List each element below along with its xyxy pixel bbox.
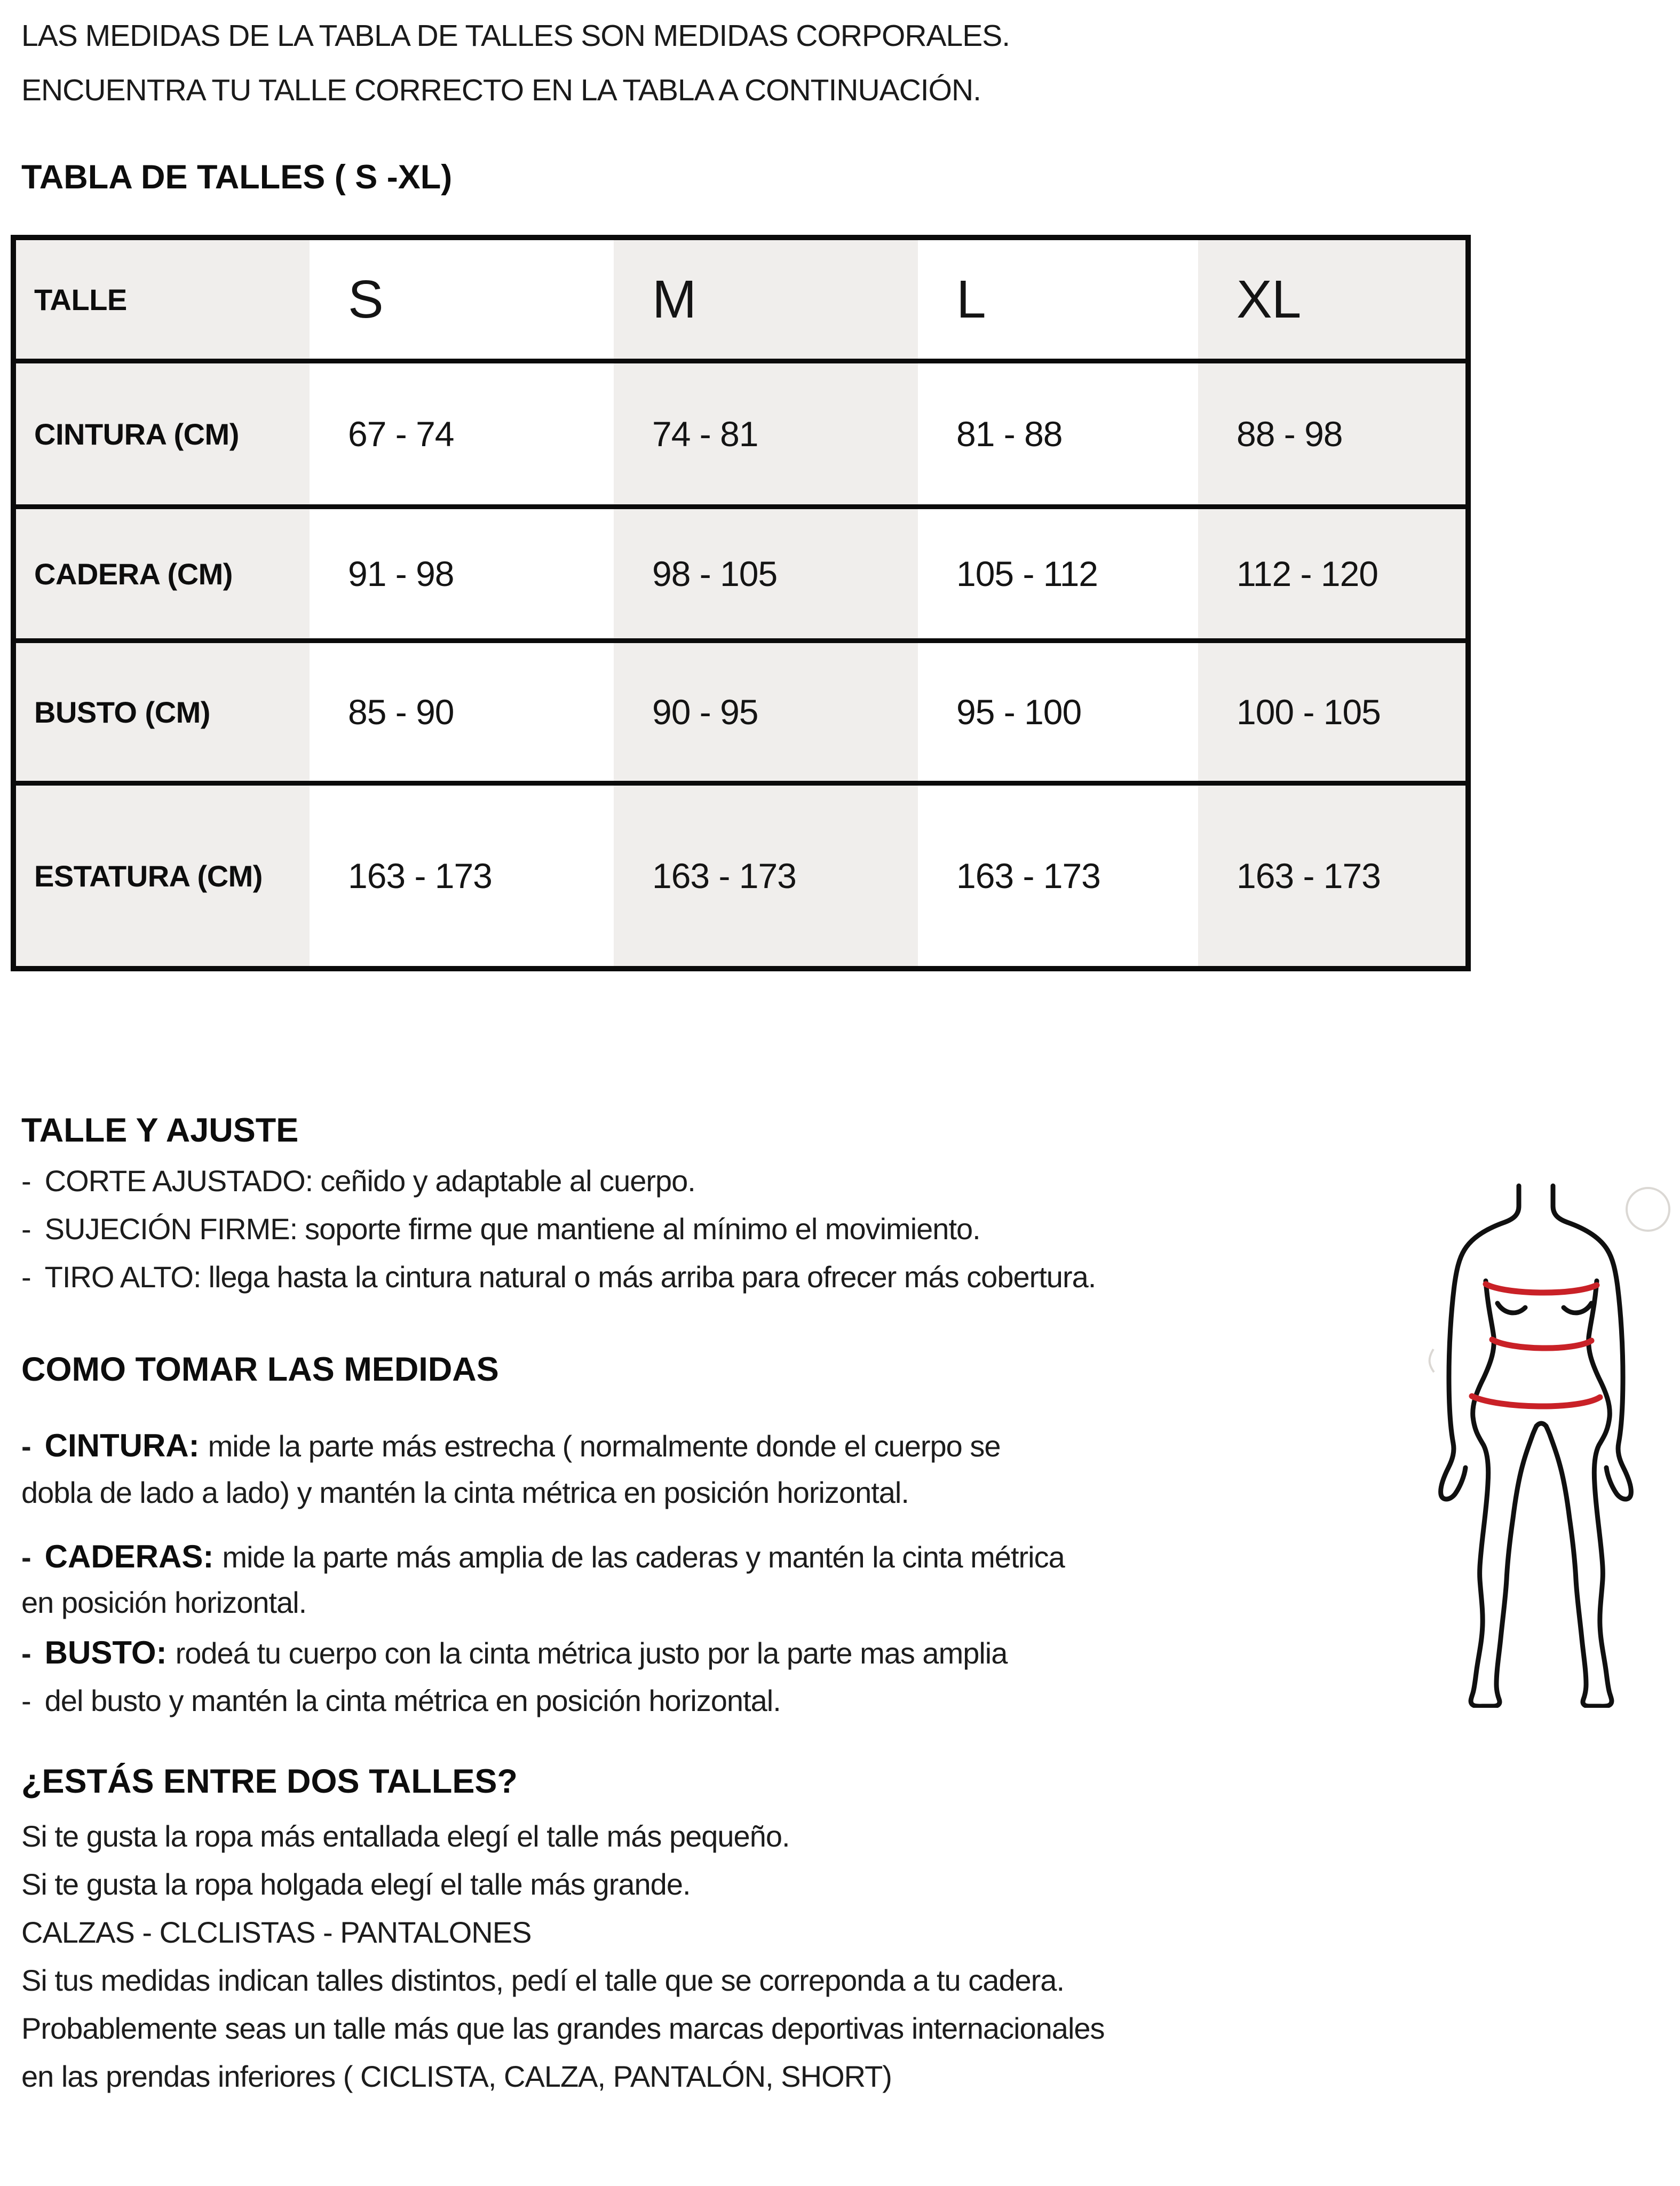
table-row-busto <box>16 638 1465 781</box>
measure-item-cintura <box>21 1427 1001 1464</box>
measure-section-title: COMO TOMAR LAS MEDIDAS <box>21 1351 499 1388</box>
cell-value: 163 - 173 <box>614 786 918 966</box>
crotch-line <box>1536 1423 1546 1426</box>
body-measurement-figure <box>1420 1174 1670 1708</box>
body-figure-svg <box>1420 1174 1670 1708</box>
right-bust-curve <box>1564 1303 1591 1313</box>
table-row-cadera <box>16 504 1465 638</box>
ghost-circle <box>1627 1188 1669 1231</box>
header-cell-l: L <box>956 269 986 329</box>
between-section-title: ¿ESTÁS ENTRE DOS TALLES? <box>21 1763 518 1800</box>
fit-text: llega hasta la cintura natural o más arriba para ofrecer más cobertura. <box>208 1260 1096 1294</box>
measure-item-caderas <box>21 1538 1065 1575</box>
hip-measure-line <box>1472 1396 1600 1406</box>
cell-value: 85 - 90 <box>348 692 454 732</box>
cell-value: 81 - 88 <box>956 414 1063 454</box>
table-header-row <box>16 240 1465 359</box>
row-label: ESTATURA (CM) <box>16 786 310 966</box>
measure-term: CINTURA: <box>44 1428 200 1463</box>
intro-line-1: LAS MEDIDAS DE LA TABLA DE TALLES SON MEDIDAS CORPORALES. <box>21 19 1010 53</box>
measure-item-cintura-cont <box>21 1475 909 1510</box>
bullet-dash: - <box>21 1540 31 1574</box>
row-label: CADERA (CM) <box>16 509 310 638</box>
bullet-dash: - <box>21 1684 31 1717</box>
between-line: en las prendas inferiores ( CICLISTA, CALZA, PANTALÓN, SHORT) <box>21 2060 892 2093</box>
table-row-cintura <box>16 359 1465 504</box>
measure-text: mide la parte más estrecha ( normalmente donde el cuerpo se <box>208 1429 1001 1463</box>
cell-value: 88 - 98 <box>1198 363 1465 504</box>
fit-term: TIRO ALTO: <box>44 1260 201 1294</box>
header-cell-xl: XL <box>1198 240 1465 359</box>
measure-term: CADERAS: <box>44 1539 214 1574</box>
measure-item-busto <box>21 1634 1007 1671</box>
measure-term: BUSTO: <box>44 1635 167 1670</box>
measure-item-caderas-cont <box>21 1585 306 1620</box>
cell-value: 95 - 100 <box>956 692 1082 732</box>
header-cell-talle: TALLE <box>16 240 310 359</box>
measure-text: rodeá tu cuerpo con la cinta métrica justo por la parte mas amplia <box>175 1636 1008 1670</box>
measure-text: dobla de lado a lado) y mantén la cinta métrica en posición horizontal. <box>21 1476 909 1509</box>
cell-value: 90 - 95 <box>614 643 918 781</box>
between-line: Si tus medidas indican talles distintos, pedí el talle que se correponda a tu cadera. <box>21 1963 1064 1997</box>
fit-bullet <box>21 1163 695 1198</box>
cell-value: 91 - 98 <box>348 554 454 593</box>
bullet-dash: - <box>21 1429 31 1463</box>
fit-section-title: TALLE Y AJUSTE <box>21 1112 299 1149</box>
fit-bullet <box>21 1260 1096 1294</box>
fit-text: ceñido y adaptable al cuerpo. <box>320 1164 695 1198</box>
between-line: CALZAS - CLCLISTAS - PANTALONES <box>21 1915 532 1949</box>
fit-term: CORTE AJUSTADO: <box>44 1164 313 1198</box>
fit-term: SUJECIÓN FIRME: <box>44 1212 298 1246</box>
waist-measure-line <box>1492 1340 1591 1348</box>
bullet-dash: - <box>21 1260 31 1294</box>
measure-text: en posición horizontal. <box>21 1586 307 1619</box>
header-cell-m: M <box>614 240 918 359</box>
ghost-arc <box>1430 1349 1434 1372</box>
cell-value: 163 - 173 <box>348 856 492 896</box>
cell-value: 98 - 105 <box>614 509 918 638</box>
between-line: Si te gusta la ropa holgada elegí el talle más grande. <box>21 1867 691 1901</box>
row-label: BUSTO (CM) <box>16 643 310 781</box>
cell-value: 163 - 173 <box>956 856 1100 896</box>
row-label: CINTURA (CM) <box>16 363 310 504</box>
bust-measure-line <box>1486 1284 1597 1293</box>
cell-value: 105 - 112 <box>956 554 1098 593</box>
cell-value: 163 - 173 <box>1198 786 1465 966</box>
intro-line-2: ENCUENTRA TU TALLE CORRECTO EN LA TABLA A CONTINUACIÓN. <box>21 73 981 107</box>
between-line: Probablemente seas un talle más que las grandes marcas deportivas internacionales <box>21 2011 1105 2045</box>
measure-text: del busto y mantén la cinta métrica en posición horizontal. <box>44 1684 781 1717</box>
measure-text: mide la parte más amplia de las caderas y mantén la cinta métrica <box>222 1540 1065 1574</box>
bullet-dash: - <box>21 1212 31 1246</box>
table-row-estatura <box>16 781 1465 966</box>
size-table <box>11 235 1471 971</box>
between-line: Si te gusta la ropa más entallada elegí el talle más pequeño. <box>21 1819 790 1853</box>
cell-value: 74 - 81 <box>614 363 918 504</box>
fit-text: soporte firme que mantiene al mínimo el movimiento. <box>305 1212 980 1246</box>
bullet-dash: - <box>21 1164 31 1198</box>
measure-item-busto-cont <box>21 1683 781 1718</box>
header-cell-s: S <box>348 269 383 329</box>
cell-value: 67 - 74 <box>348 414 454 454</box>
bullet-dash: - <box>21 1636 31 1670</box>
table-title: TABLA DE TALLES ( S -XL) <box>21 159 453 196</box>
cell-value: 100 - 105 <box>1198 643 1465 781</box>
cell-value: 112 - 120 <box>1198 509 1465 638</box>
fit-bullet <box>21 1211 980 1246</box>
left-bust-curve <box>1497 1303 1525 1313</box>
